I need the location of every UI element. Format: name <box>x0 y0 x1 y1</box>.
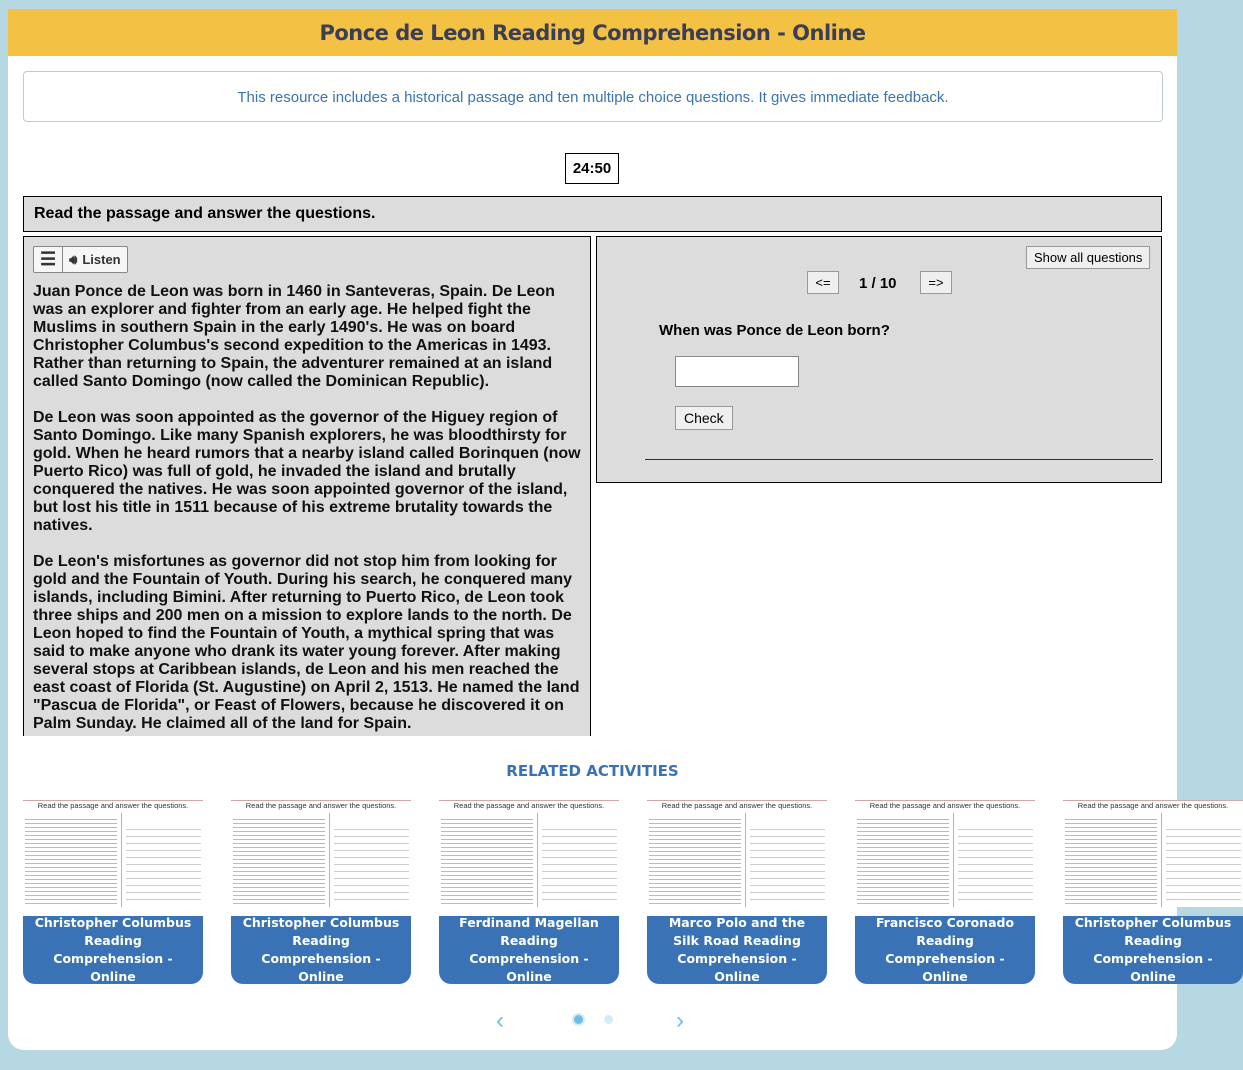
page-title: Ponce de Leon Reading Comprehension - Online <box>8 9 1177 56</box>
thumb-header: Read the passage and answer the questions. <box>245 801 397 810</box>
answer-input[interactable] <box>675 356 799 387</box>
activity-card <box>8 9 1232 1050</box>
related-activity[interactable] <box>439 800 619 984</box>
show-all-questions-button[interactable]: Show all questions <box>1026 246 1150 269</box>
activity-title: Marco Polo and the Silk Road Reading Comprehension - Online <box>647 916 827 984</box>
instructions: Read the passage and answer the questions. <box>23 196 1162 232</box>
thumb-header: Read the passage and answer the questions. <box>1077 801 1229 810</box>
prev-question-button[interactable]: <= <box>807 271 839 294</box>
activity-thumbnail <box>855 800 1035 907</box>
speaker-icon: 🔊︎ <box>69 251 78 267</box>
timer: 24:50 <box>565 153 619 184</box>
passage-paragraph: Juan Ponce de Leon was born in 1460 in Santeveras, Spain. De Leon was an explorer and fighter from an early age. He helped fight the Muslims in southern Spain in the early 1490's. He was on board Christopher Columbus's second expedition to the Americas in 1493. Rather than returning to Spain, the adventurer remained at an island called Santo Domingo (now called the Dominican Republic). <box>33 283 555 390</box>
activity-thumbnail <box>439 800 619 907</box>
activity-thumbnail <box>231 800 411 907</box>
question-panel <box>596 236 1162 483</box>
passage-paragraph: De Leon was soon appointed as the governor of the Higuey region of Santo Domingo. Like many Spanish explorers, he was bloodthirsty for gold. When he heard rumors that a nearby island called Borinquen (now Puerto Rico) was full of gold, he invaded the island and brutally conquered the natives. He was soon appointed governor of the island, but lost his title in 1511 because of his extreme brutality towards the natives. <box>33 409 581 534</box>
related-activity[interactable] <box>1063 800 1243 984</box>
activity-thumbnail <box>23 800 203 907</box>
activity-title: Christopher Columbus Reading Comprehension - Online <box>231 916 411 984</box>
question-counter: 1 / 10 <box>859 275 897 292</box>
question-text: When was Ponce de Leon born? <box>659 322 890 339</box>
related-activities-title: RELATED ACTIVITIES <box>506 762 679 780</box>
listen-button[interactable] <box>63 247 127 272</box>
next-question-button[interactable]: => <box>920 271 952 294</box>
thumb-header: Read the passage and answer the questions. <box>37 801 189 810</box>
intro-box: This resource includes a historical passage and ten multiple choice questions. It gives immediate feedback. <box>23 71 1163 122</box>
related-activity[interactable] <box>647 800 827 984</box>
passage-panel <box>23 236 591 736</box>
activity-thumbnail <box>647 800 827 907</box>
carousel-next-icon[interactable]: › <box>676 1007 684 1034</box>
related-carousel <box>23 800 1232 990</box>
carousel-prev-icon[interactable]: ‹ <box>496 1007 504 1034</box>
divider <box>645 459 1153 460</box>
carousel-dot-active[interactable] <box>574 1015 583 1024</box>
carousel-dot[interactable] <box>604 1015 613 1024</box>
check-button[interactable]: Check <box>675 406 733 430</box>
related-activity[interactable] <box>855 800 1035 984</box>
thumb-header: Read the passage and answer the questions. <box>453 801 605 810</box>
related-activity[interactable] <box>231 800 411 984</box>
activity-title: Christopher Columbus Reading Comprehension - Online <box>1063 916 1243 984</box>
activity-title: Francisco Coronado Reading Comprehension - Online <box>855 916 1035 984</box>
activity-thumbnail <box>1063 800 1243 907</box>
passage-toolbar <box>33 246 128 273</box>
thumb-header: Read the passage and answer the questions. <box>661 801 813 810</box>
activity-title: Ferdinand Magellan Reading Comprehension - Online <box>439 916 619 984</box>
listen-label: Listen <box>82 252 121 267</box>
menu-icon[interactable]: ☰ <box>34 247 63 272</box>
passage-paragraph: De Leon's misfortunes as governor did not stop him from looking for gold and the Fountain of Youth. During his search, he conquered many islands, including Bimini. After returning to Puerto Rico, de Leon took three ships and 200 men on a mission to explore lands to the north. De Leon hoped to find the Fountain of Youth, a mythical spring that was said to make anyone who drank its water young forever. After making several stops at Caribbean islands, de Leon and his men reached the east coast of Florida (St. Augustine) on April 2, 1513. He named the land "Pascua de Florida", or Feast of Flowers, because he discovered it on Palm Sunday. He claimed all of the land for Spain. <box>33 553 580 732</box>
related-activity[interactable] <box>23 800 203 984</box>
activity-title: Christopher Columbus Reading Comprehension - Online <box>23 916 203 984</box>
thumb-header: Read the passage and answer the questions. <box>869 801 1021 810</box>
